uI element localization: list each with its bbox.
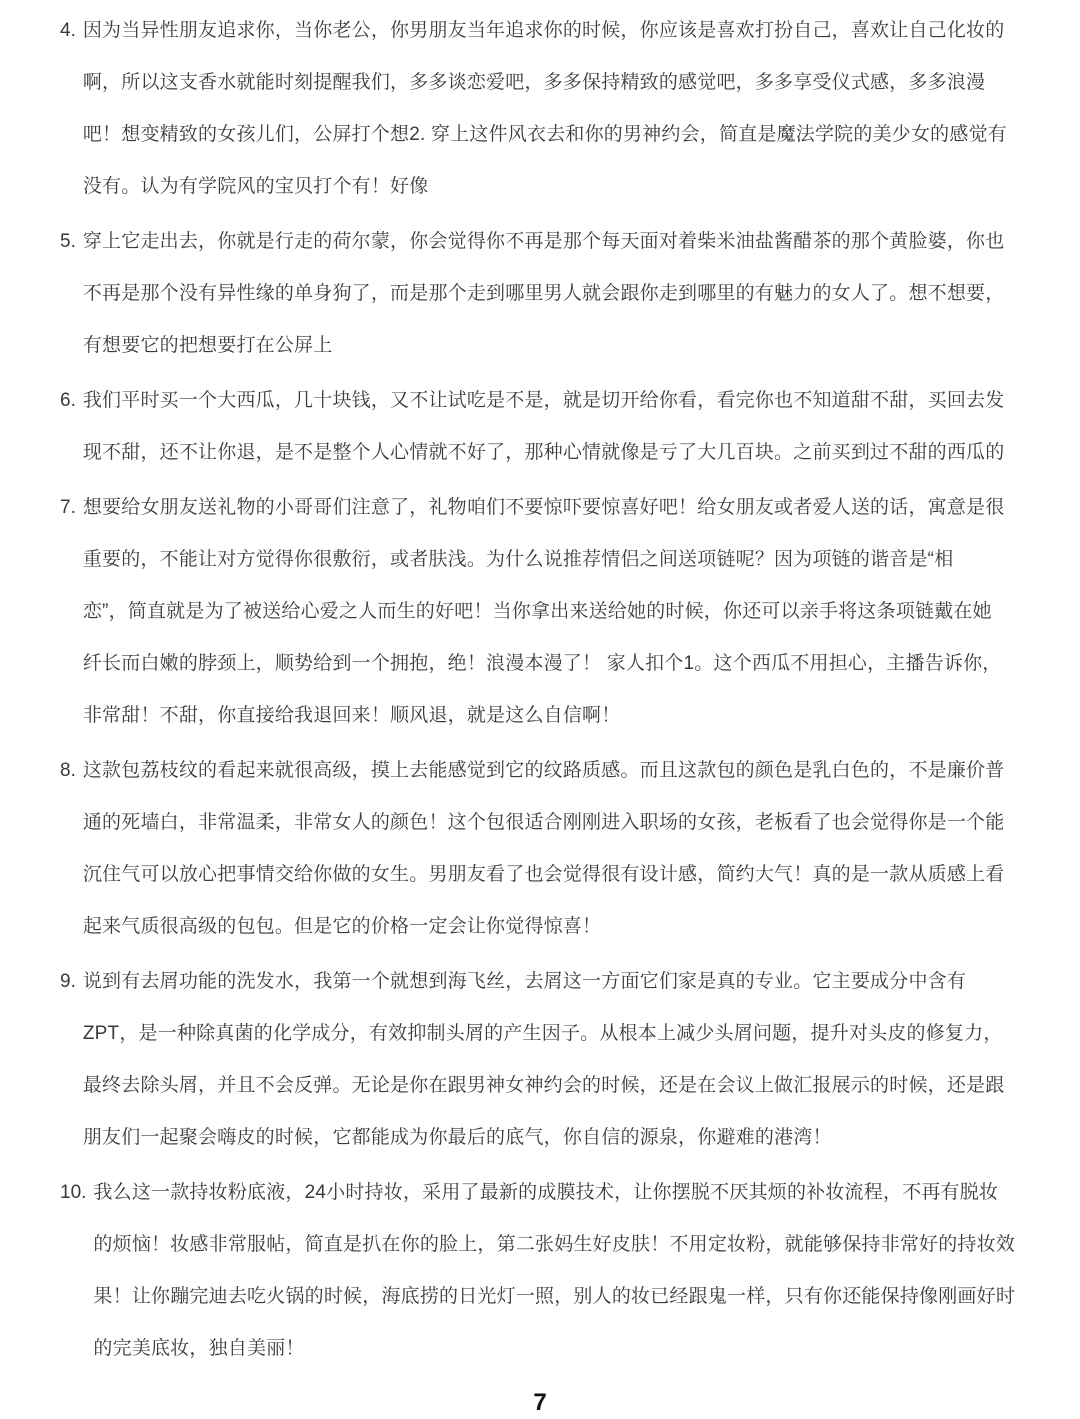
text-line: 说到有去屑功能的洗发水，我第一个就想到海飞丝，去屑这一方面它们家是真的专业。它主要成分中含有	[82, 971, 967, 992]
item-text	[83, 745, 1022, 953]
text-line: 不再是那个没有异性缘的单身狗了，而是那个走到哪里男人就会跟你走到哪里的有魅力的女人了。想不想要，	[82, 283, 1005, 304]
text-line: 非常甜！不甜，你直接给我退回来！顺风退，就是这么自信啊！	[82, 705, 621, 726]
text-line: 穿上它走出去，你就是行走的荷尔蒙，你会觉得你不再是那个每天面对着柴米油盐酱醋茶的那个黄脸婆，你也	[82, 231, 1005, 252]
item-text	[83, 5, 1022, 213]
item-number: 4.	[60, 20, 76, 41]
item-text	[83, 956, 1022, 1164]
item-number: 8.	[60, 760, 76, 781]
list-item	[60, 375, 1022, 479]
text-line: 现不甜，还不让你退，是不是整个人心情就不好了，那种心情就像是亏了大几百块。之前买到过不甜的西瓜的	[82, 442, 1005, 463]
text-line: 没有。认为有学院风的宝贝打个有！好像	[82, 176, 429, 197]
text-line: 想要给女朋友送礼物的小哥哥们注意了，礼物咱们不要惊吓要惊喜好吧！给女朋友或者爱人送的话，寓意是很	[82, 497, 1005, 518]
item-text	[83, 216, 1022, 372]
list-item	[60, 482, 1022, 742]
text-line: 果！让你蹦完迪去吃火锅的时候，海底捞的日光灯一照，别人的妆已经跟鬼一样，只有你还能保持像刚画好时	[93, 1286, 1016, 1307]
text-line: 通的死墙白，非常温柔，非常女人的颜色！这个包很适合刚刚进入职场的女孩，老板看了也会觉得你是一个能	[82, 812, 1005, 833]
text-line: 吧！想变精致的女孩儿们，公屏打个想2. 穿上这件风衣去和你的男神约会，简直是魔法学院的美少女的感觉有	[82, 124, 1007, 145]
item-number: 5.	[60, 231, 76, 252]
text-line: 朋友们一起聚会嗨皮的时候，它都能成为你最后的底气，你自信的源泉，你避难的港湾！	[82, 1127, 832, 1148]
text-line: 因为当异性朋友追求你，当你老公，你男朋友当年追求你的时候，你应该是喜欢打扮自己，喜欢让自己化妆的	[82, 20, 1005, 41]
text-line: 最终去除头屑，并且不会反弹。无论是你在跟男神女神约会的时候，还是在会议上做汇报展示的时候，还是跟	[82, 1075, 1005, 1096]
text-line: 我么这一款持妆粉底液，24小时持妆，采用了最新的成膜技术，让你摆脱不厌其烦的补妆流程，不再有脱妆	[93, 1182, 999, 1203]
text-line: 沉住气可以放心把事情交给你做的女生。男朋友看了也会觉得很有设计感，简约大气！真的是一款从质感上看	[82, 864, 1005, 885]
item-number: 10.	[60, 1182, 87, 1203]
list-item	[60, 745, 1022, 953]
text-line: 这款包荔枝纹的看起来就很高级，摸上去能感觉到它的纹路质感。而且这款包的颜色是乳白色的，不是廉价普	[82, 760, 1005, 781]
page-number: 7	[533, 1389, 547, 1416]
text-line: 起来气质很高级的包包。但是它的价格一定会让你觉得惊喜！	[82, 916, 602, 937]
text-line: ZPT，是一种除真菌的化学成分，有效抑制头屑的产生因子。从根本上减少头屑问题，提升对头皮的修复力，	[82, 1023, 1003, 1044]
list-item	[60, 5, 1022, 213]
item-number: 7.	[60, 497, 76, 518]
item-text	[83, 482, 1022, 742]
list-item	[60, 216, 1022, 372]
text-line: 恋”，简直就是为了被送给心爱之人而生的好吧！当你拿出来送给她的时候，你还可以亲手将这条项链戴在她	[82, 601, 992, 622]
text-line: 的烦恼！妆感非常服帖，简直是扒在你的脸上，第二张妈生好皮肤！不用定妆粉，就能够保持非常好的持妆效	[93, 1234, 1016, 1255]
text-line: 纤长而白嫩的脖颈上，顺势给到一个拥抱，绝！浪漫本漫了！ 家人扣个1。这个西瓜不用担心，主播告诉你，	[82, 653, 1002, 674]
text-line: 啊，所以这支香水就能时刻提醒我们，多多谈恋爱吧，多多保持精致的感觉吧，多多享受仪式感，多多浪漫	[82, 72, 986, 93]
text-line: 重要的，不能让对方觉得你很敷衍，或者肤浅。为什么说推荐情侣之间送项链呢？因为项链的谐音是“相	[82, 549, 954, 570]
list-item	[60, 956, 1022, 1164]
item-number: 6.	[60, 390, 76, 411]
list-item	[60, 1167, 1022, 1375]
item-text	[93, 1167, 1022, 1375]
text-line: 有想要它的把想要打在公屏上	[82, 335, 333, 356]
text-line: 我们平时买一个大西瓜，几十块钱，又不让试吃是不是，就是切开给你看，看完你也不知道甜不甜，买回去发	[82, 390, 1005, 411]
text-line: 的完美底妆，独自美丽！	[93, 1338, 305, 1359]
item-number: 9.	[60, 971, 76, 992]
item-text	[83, 375, 1022, 479]
